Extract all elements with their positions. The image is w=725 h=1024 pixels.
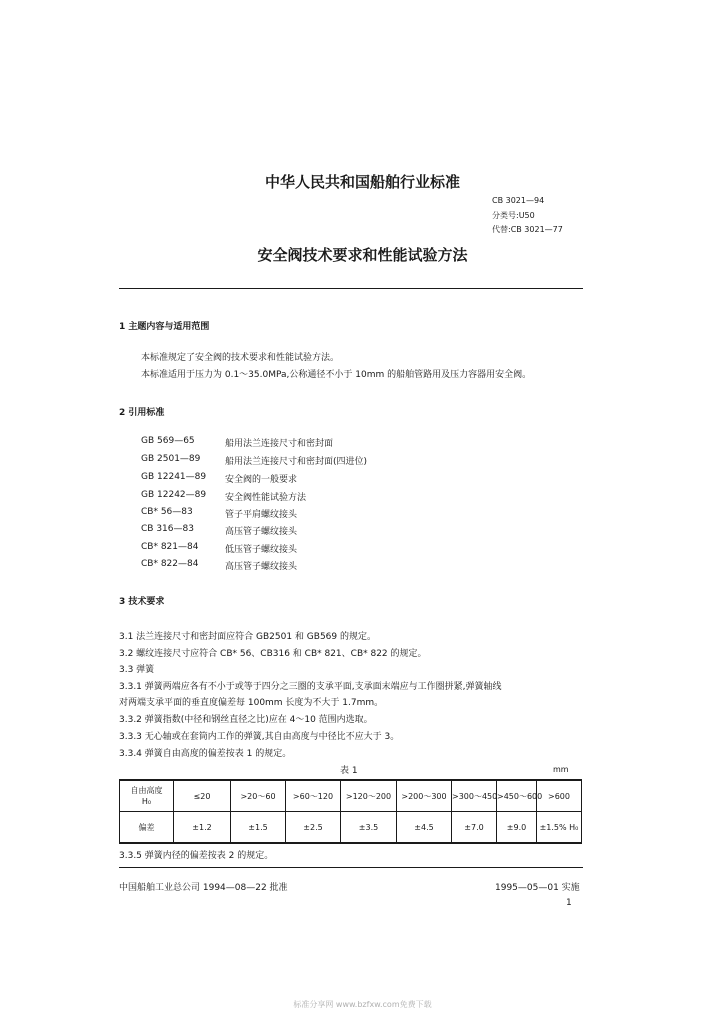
watermark-text: 标准分享网 www.bzfxw.com免费下载 (293, 1000, 432, 1009)
section-1-heading: 1 主题内容与适用范围 (119, 322, 210, 332)
clause-3-3-1-cont: 对两端支承平面的垂直度偏差每 100mm 长度为不大于 1.7mm。 (119, 698, 384, 708)
section-1-paragraph: 本标准适用于压力为 0.1～35.0MPa,公称通径不小于 10mm 的船舶管路用及压力容器用安全阀。 (141, 370, 532, 380)
range-cell: >300～450 (452, 780, 497, 812)
ref-code: GB 569—65 (141, 436, 195, 446)
range-cell: >120～200 (341, 780, 397, 812)
ref-title: 高压管子螺纹接头 (225, 527, 298, 537)
clause-3-3: 3.3 弹簧 (119, 665, 155, 675)
table-title: 表 1 (340, 766, 358, 776)
ref-code: GB 2501—89 (141, 454, 201, 464)
ref-code: CB* 56—83 (141, 507, 193, 517)
header-rule (119, 288, 583, 289)
ref-title: 高压管子螺纹接头 (225, 562, 298, 572)
ref-code: GB 12241—89 (141, 472, 207, 482)
ref-code: CB 316—83 (141, 524, 194, 534)
deviation-cell: ±9.0 (497, 812, 537, 844)
clause-3-3-4: 3.3.4 弹簧自由高度的偏差按表 1 的规定。 (119, 749, 292, 759)
range-cell: >60～120 (286, 780, 341, 812)
clause-3-1: 3.1 法兰连接尺寸和密封面应符合 GB2501 和 GB569 的规定。 (119, 632, 376, 642)
deviation-cell: ±1.2 (174, 812, 231, 844)
header-label: 自由高度 (130, 786, 163, 795)
table-header-cell (120, 780, 174, 812)
ref-title: 管子平肩螺纹接头 (225, 510, 298, 520)
clause-3-3-1: 3.3.1 弹簧两端应各有不小于或等于四分之三圈的支承平面,支承面末端应与工作圈拼紧,弹簧轴线 (119, 682, 502, 692)
range-cell: >450～600 (497, 780, 537, 812)
ref-title: 安全阀性能试验方法 (225, 493, 307, 503)
range-cell: >20～60 (231, 780, 286, 812)
standard-number: CB 3021—94 (492, 196, 545, 205)
org-title: 中华人民共和国船舶行业标准 (264, 173, 460, 191)
spring-free-height-table (119, 779, 582, 844)
range-cell: ≤20 (174, 780, 231, 812)
clause-3-3-2: 3.3.2 弹簧指数(中径和钢丝直径之比)应在 4～10 范围内选取。 (119, 715, 373, 725)
deviation-cell: ±7.0 (452, 812, 497, 844)
footer-rule (119, 867, 583, 868)
header-symbol: H₀ (141, 797, 152, 806)
clause-3-3-3: 3.3.3 无心轴或在套筒内工作的弹簧,其自由高度与中径比不应大于 3。 (119, 732, 400, 742)
approval-line: 中国船舶工业总公司 1994—08—22 批准 (119, 883, 288, 893)
section-1-paragraph: 本标准规定了安全阀的技术要求和性能试验方法。 (141, 353, 340, 363)
ref-code: GB 12242—89 (141, 490, 207, 500)
document-title: 安全阀技术要求和性能试验方法 (257, 246, 468, 264)
section-3-heading: 3 技术要求 (119, 597, 165, 607)
classification-number: 分类号:U50 (492, 211, 535, 220)
replaces-standard: 代替:CB 3021—77 (492, 225, 563, 234)
clause-3-3-5: 3.3.5 弹簧内径的偏差按表 2 的规定。 (119, 851, 274, 861)
ref-code: CB* 822—84 (141, 559, 199, 569)
deviation-cell: ±2.5 (286, 812, 341, 844)
ref-title: 船用法兰连接尺寸和密封面(四进位) (225, 457, 368, 467)
section-2-heading: 2 引用标准 (119, 408, 165, 418)
ref-code: CB* 821—84 (141, 542, 199, 552)
ref-title: 船用法兰连接尺寸和密封面 (225, 439, 334, 449)
deviation-cell: ±3.5 (341, 812, 397, 844)
deviation-cell: ±4.5 (397, 812, 452, 844)
page-number: 1 (566, 898, 572, 908)
clause-3-2: 3.2 螺纹连接尺寸应符合 CB* 56、CB316 和 CB* 821、CB* 822 的规定。 (119, 649, 427, 659)
ref-title: 低压管子螺纹接头 (225, 545, 298, 555)
range-cell: >200～300 (397, 780, 452, 812)
deviation-label-cell: 偏差 (120, 812, 174, 844)
deviation-cell: ±1.5% H₀ (537, 812, 582, 844)
deviation-cell: ±1.5 (231, 812, 286, 844)
range-cell: >600 (537, 780, 582, 812)
effective-date: 1995—05—01 实施 (495, 883, 580, 893)
ref-title: 安全阀的一般要求 (225, 475, 298, 485)
table-unit: mm (553, 765, 569, 774)
